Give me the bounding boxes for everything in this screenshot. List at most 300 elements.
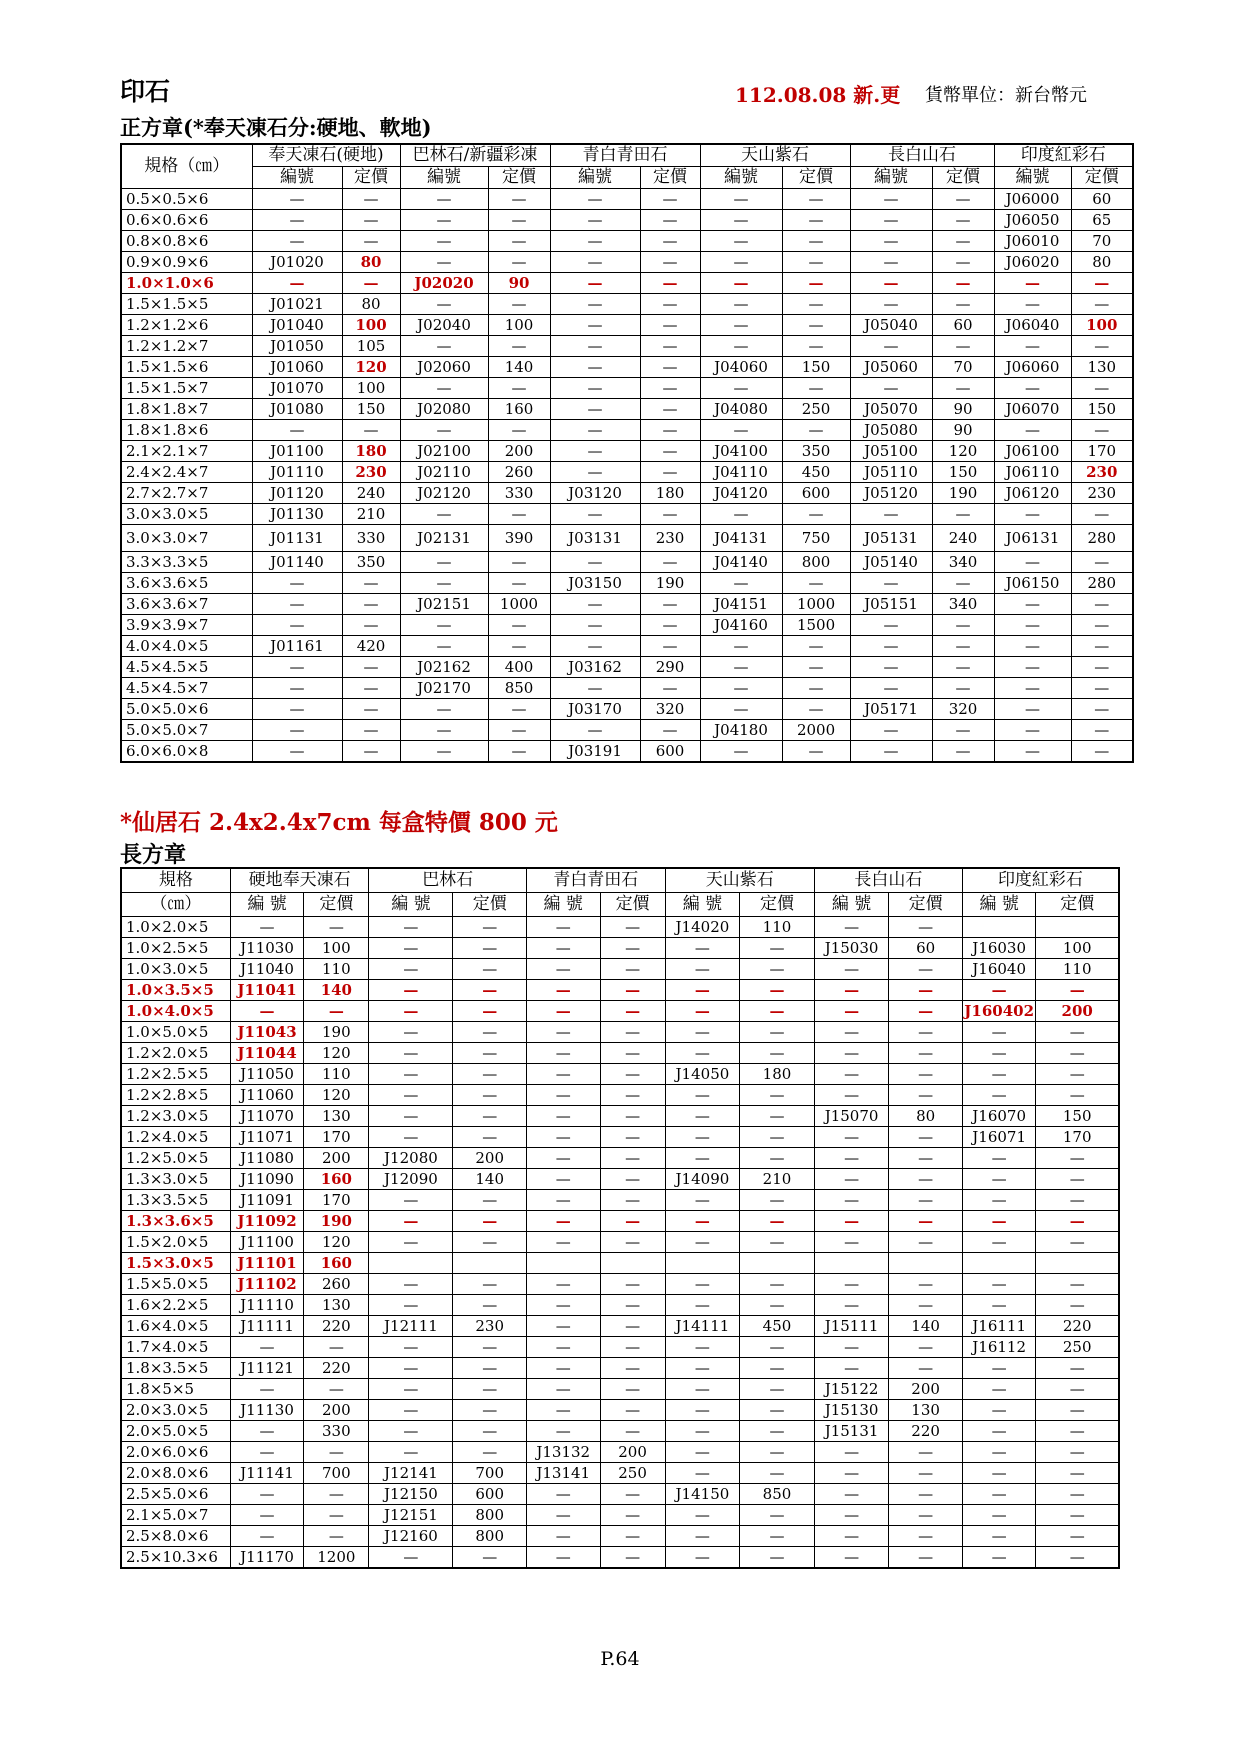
code-cell: — bbox=[814, 1526, 889, 1547]
price-cell: — bbox=[600, 1022, 665, 1043]
price-cell: — bbox=[782, 336, 850, 357]
price-cell: — bbox=[304, 1001, 369, 1022]
code-cell: — bbox=[814, 1337, 889, 1358]
price-cell: — bbox=[488, 552, 550, 573]
code-cell: J01021 bbox=[252, 294, 342, 315]
code-cell: — bbox=[665, 1127, 740, 1148]
price-cell: — bbox=[740, 1442, 815, 1463]
code-cell: J01120 bbox=[252, 483, 342, 504]
code-cell: — bbox=[526, 1526, 600, 1547]
group-header: 印度紅彩石 bbox=[994, 144, 1133, 167]
price-cell: — bbox=[600, 1127, 665, 1148]
code-cell: — bbox=[550, 189, 640, 210]
code-cell: J16112 bbox=[962, 1337, 1036, 1358]
code-cell: — bbox=[526, 1190, 600, 1211]
price-cell: — bbox=[640, 420, 700, 441]
price-cell: — bbox=[453, 1001, 527, 1022]
price-cell: — bbox=[488, 189, 550, 210]
price-cell: 280 bbox=[1071, 525, 1133, 552]
table-row bbox=[121, 1274, 1119, 1295]
code-cell: J02080 bbox=[400, 399, 488, 420]
price-cell: 140 bbox=[304, 980, 369, 1001]
update-date: 112.08.08 新.更 bbox=[735, 83, 901, 107]
code-cell: — bbox=[252, 678, 342, 699]
price-cell: — bbox=[889, 1022, 963, 1043]
code-cell: — bbox=[550, 420, 640, 441]
code-cell: — bbox=[400, 615, 488, 636]
code-cell: — bbox=[814, 1148, 889, 1169]
price-cell: 320 bbox=[640, 699, 700, 720]
code-cell: — bbox=[550, 678, 640, 699]
page-number: P.64 bbox=[600, 1648, 640, 1670]
price-cell: — bbox=[600, 1232, 665, 1253]
spec-cell: 1.3×3.6×5 bbox=[121, 1211, 230, 1232]
code-cell: — bbox=[369, 1442, 453, 1463]
price-cell: — bbox=[342, 594, 400, 615]
code-cell: J06100 bbox=[994, 441, 1071, 462]
code-cell: — bbox=[550, 636, 640, 657]
price-cell: 110 bbox=[304, 959, 369, 980]
code-cell: — bbox=[994, 741, 1071, 763]
spec-cell: 1.0×5.0×5 bbox=[121, 1022, 230, 1043]
code-cell: — bbox=[400, 741, 488, 763]
price-cell: 90 bbox=[932, 399, 994, 420]
code-cell: — bbox=[550, 462, 640, 483]
code-cell: — bbox=[230, 1484, 304, 1505]
code-cell: — bbox=[994, 657, 1071, 678]
code-cell: — bbox=[400, 231, 488, 252]
code-header: 編 號 bbox=[814, 893, 889, 917]
table-row bbox=[121, 1316, 1119, 1337]
code-cell: — bbox=[369, 1001, 453, 1022]
table-row bbox=[121, 294, 1133, 315]
code-cell: — bbox=[962, 1211, 1036, 1232]
code-cell: J04110 bbox=[700, 462, 782, 483]
code-cell: — bbox=[850, 720, 932, 741]
price-header: 定價 bbox=[640, 167, 700, 189]
code-cell: J11141 bbox=[230, 1463, 304, 1484]
code-cell: J11130 bbox=[230, 1400, 304, 1421]
code-header: 編號 bbox=[400, 167, 488, 189]
code-cell: — bbox=[252, 573, 342, 594]
code-cell: — bbox=[994, 720, 1071, 741]
code-cell: J05040 bbox=[850, 315, 932, 336]
code-cell: — bbox=[962, 1148, 1036, 1169]
price-cell: — bbox=[782, 636, 850, 657]
code-cell: — bbox=[700, 378, 782, 399]
price-cell: — bbox=[889, 1169, 963, 1190]
price-cell: — bbox=[889, 959, 963, 980]
price-cell: — bbox=[488, 231, 550, 252]
price-cell: 1500 bbox=[782, 615, 850, 636]
code-cell: — bbox=[962, 1169, 1036, 1190]
code-cell: J11043 bbox=[230, 1022, 304, 1043]
code-cell bbox=[369, 1253, 453, 1274]
price-cell: — bbox=[782, 504, 850, 525]
price-cell: — bbox=[304, 1442, 369, 1463]
spec-cell: 3.6×3.6×7 bbox=[121, 594, 252, 615]
price-cell: — bbox=[1071, 378, 1133, 399]
price-cell: 80 bbox=[889, 1106, 963, 1127]
spec-cell: 2.0×5.0×5 bbox=[121, 1421, 230, 1442]
code-cell: — bbox=[665, 1463, 740, 1484]
price-cell: 220 bbox=[304, 1358, 369, 1379]
group-header: 巴林石/新疆彩凍 bbox=[400, 144, 550, 167]
code-cell: — bbox=[526, 1169, 600, 1190]
price-cell: 140 bbox=[488, 357, 550, 378]
price-cell: 1200 bbox=[304, 1547, 369, 1569]
code-cell: J05070 bbox=[850, 399, 932, 420]
price-cell: — bbox=[1036, 1232, 1119, 1253]
price-cell: — bbox=[932, 657, 994, 678]
code-cell: — bbox=[526, 1484, 600, 1505]
price-cell: — bbox=[1036, 1358, 1119, 1379]
price-cell: 100 bbox=[1071, 315, 1133, 336]
price-cell: — bbox=[1071, 615, 1133, 636]
code-cell: — bbox=[962, 1484, 1036, 1505]
price-cell: — bbox=[488, 336, 550, 357]
price-cell: — bbox=[889, 1232, 963, 1253]
price-cell: — bbox=[932, 252, 994, 273]
price-cell: — bbox=[1036, 1190, 1119, 1211]
price-cell: — bbox=[889, 917, 963, 938]
price-cell: — bbox=[640, 336, 700, 357]
price-cell: 200 bbox=[304, 1400, 369, 1421]
price-cell: — bbox=[932, 294, 994, 315]
price-cell: — bbox=[453, 917, 527, 938]
price-cell: 220 bbox=[1036, 1316, 1119, 1337]
code-cell: — bbox=[814, 1484, 889, 1505]
price-cell: — bbox=[600, 1547, 665, 1569]
price-cell: — bbox=[1036, 1379, 1119, 1400]
price-cell: 180 bbox=[740, 1064, 815, 1085]
code-cell: J04100 bbox=[700, 441, 782, 462]
code-cell: — bbox=[252, 231, 342, 252]
table-row bbox=[121, 1337, 1119, 1358]
price-cell: 150 bbox=[1036, 1106, 1119, 1127]
code-cell: J12090 bbox=[369, 1169, 453, 1190]
code-cell bbox=[526, 1253, 600, 1274]
code-cell: — bbox=[400, 636, 488, 657]
price-cell: 450 bbox=[782, 462, 850, 483]
code-cell: — bbox=[252, 699, 342, 720]
code-cell: J11170 bbox=[230, 1547, 304, 1569]
spec-cell: 2.5×8.0×6 bbox=[121, 1526, 230, 1547]
price-header: 定價 bbox=[453, 893, 527, 917]
price-cell: 230 bbox=[453, 1316, 527, 1337]
spec-cell: 1.8×5×5 bbox=[121, 1379, 230, 1400]
price-cell: 110 bbox=[740, 917, 815, 938]
table-row bbox=[121, 1232, 1119, 1253]
price-cell: — bbox=[782, 378, 850, 399]
price-cell: 2000 bbox=[782, 720, 850, 741]
price-cell: 1000 bbox=[782, 594, 850, 615]
code-cell: — bbox=[994, 378, 1071, 399]
price-cell: — bbox=[488, 636, 550, 657]
price-cell: 60 bbox=[932, 315, 994, 336]
price-cell: — bbox=[740, 1505, 815, 1526]
code-cell: — bbox=[369, 1106, 453, 1127]
code-cell: — bbox=[962, 1085, 1036, 1106]
price-cell: — bbox=[889, 1001, 963, 1022]
code-cell: J06010 bbox=[994, 231, 1071, 252]
table-row bbox=[121, 315, 1133, 336]
price-cell: — bbox=[600, 1526, 665, 1547]
spec-cell: 1.2×1.2×6 bbox=[121, 315, 252, 336]
price-cell: — bbox=[932, 336, 994, 357]
code-cell: — bbox=[526, 1232, 600, 1253]
code-cell: — bbox=[962, 1463, 1036, 1484]
price-cell: — bbox=[1036, 1400, 1119, 1421]
price-cell: — bbox=[782, 294, 850, 315]
price-cell: 100 bbox=[488, 315, 550, 336]
code-header: 編號 bbox=[850, 167, 932, 189]
price-cell: — bbox=[740, 1211, 815, 1232]
group-header: 硬地奉天凍石 bbox=[230, 868, 369, 893]
price-cell: — bbox=[600, 917, 665, 938]
spec-cell: 2.0×8.0×6 bbox=[121, 1463, 230, 1484]
price-cell: 100 bbox=[342, 315, 400, 336]
price-cell: 200 bbox=[889, 1379, 963, 1400]
spec-cell: 3.6×3.6×5 bbox=[121, 573, 252, 594]
code-cell: — bbox=[700, 231, 782, 252]
code-cell: — bbox=[814, 1211, 889, 1232]
code-cell: — bbox=[962, 1022, 1036, 1043]
code-cell: J01110 bbox=[252, 462, 342, 483]
code-cell: J16070 bbox=[962, 1106, 1036, 1127]
price-cell: — bbox=[889, 1127, 963, 1148]
price-cell: — bbox=[453, 959, 527, 980]
code-cell: — bbox=[665, 959, 740, 980]
price-cell: — bbox=[782, 699, 850, 720]
code-cell: J15131 bbox=[814, 1421, 889, 1442]
price-cell: — bbox=[782, 678, 850, 699]
price-cell: — bbox=[342, 420, 400, 441]
price-cell: 400 bbox=[488, 657, 550, 678]
price-cell: — bbox=[932, 636, 994, 657]
currency-note: 貨幣單位：新台幣元 bbox=[925, 85, 1087, 106]
table-row bbox=[121, 1190, 1119, 1211]
price-cell: — bbox=[889, 1442, 963, 1463]
code-cell: — bbox=[550, 273, 640, 294]
code-cell: J03170 bbox=[550, 699, 640, 720]
code-cell: — bbox=[400, 252, 488, 273]
code-cell: — bbox=[850, 231, 932, 252]
price-cell: — bbox=[453, 1085, 527, 1106]
code-cell: J01100 bbox=[252, 441, 342, 462]
price-cell: — bbox=[889, 1337, 963, 1358]
code-cell: J15111 bbox=[814, 1316, 889, 1337]
price-cell: — bbox=[932, 615, 994, 636]
code-cell: — bbox=[962, 1442, 1036, 1463]
price-cell: — bbox=[889, 1547, 963, 1569]
price-cell: — bbox=[453, 1400, 527, 1421]
code-cell: — bbox=[814, 1022, 889, 1043]
code-cell: — bbox=[550, 315, 640, 336]
code-cell: — bbox=[700, 678, 782, 699]
price-cell: — bbox=[1036, 1169, 1119, 1190]
rect-seal-heading: 長方章 bbox=[120, 842, 187, 868]
price-cell: 100 bbox=[342, 378, 400, 399]
code-cell: — bbox=[700, 420, 782, 441]
code-cell: — bbox=[550, 441, 640, 462]
price-cell: 130 bbox=[304, 1106, 369, 1127]
code-cell bbox=[962, 917, 1036, 938]
price-cell: 600 bbox=[782, 483, 850, 504]
price-cell: — bbox=[640, 504, 700, 525]
code-cell: — bbox=[814, 1463, 889, 1484]
code-cell: — bbox=[550, 210, 640, 231]
price-cell: — bbox=[782, 573, 850, 594]
code-cell: J04080 bbox=[700, 399, 782, 420]
price-cell: — bbox=[740, 1127, 815, 1148]
price-cell: 150 bbox=[1071, 399, 1133, 420]
code-cell: — bbox=[814, 917, 889, 938]
code-cell: J02060 bbox=[400, 357, 488, 378]
code-cell: — bbox=[526, 1337, 600, 1358]
code-cell: — bbox=[994, 552, 1071, 573]
table-row bbox=[121, 573, 1133, 594]
code-cell: J13132 bbox=[526, 1442, 600, 1463]
price-cell: — bbox=[889, 1484, 963, 1505]
price-cell: — bbox=[932, 720, 994, 741]
table-row bbox=[121, 378, 1133, 399]
code-cell: — bbox=[665, 1001, 740, 1022]
code-cell: J04131 bbox=[700, 525, 782, 552]
price-cell: — bbox=[932, 210, 994, 231]
price-cell: 90 bbox=[488, 273, 550, 294]
table-row bbox=[121, 1295, 1119, 1316]
table-row bbox=[121, 657, 1133, 678]
price-cell: 200 bbox=[304, 1148, 369, 1169]
price-cell: 320 bbox=[932, 699, 994, 720]
price-cell: — bbox=[1036, 1295, 1119, 1316]
code-cell: — bbox=[962, 1064, 1036, 1085]
price-header: 定價 bbox=[342, 167, 400, 189]
price-cell: 190 bbox=[640, 573, 700, 594]
table-row bbox=[121, 938, 1119, 959]
code-cell: — bbox=[665, 1085, 740, 1106]
price-cell: 120 bbox=[932, 441, 994, 462]
spec-cell: 1.7×4.0×5 bbox=[121, 1337, 230, 1358]
code-cell: J05100 bbox=[850, 441, 932, 462]
price-cell: 170 bbox=[304, 1190, 369, 1211]
code-cell: — bbox=[230, 1526, 304, 1547]
price-cell: — bbox=[453, 980, 527, 1001]
group-header: 青白青田石 bbox=[550, 144, 700, 167]
price-cell: — bbox=[1036, 1463, 1119, 1484]
table-row bbox=[121, 483, 1133, 504]
price-cell: — bbox=[453, 1043, 527, 1064]
price-cell: 330 bbox=[342, 525, 400, 552]
code-cell: — bbox=[665, 938, 740, 959]
code-cell: — bbox=[665, 1274, 740, 1295]
code-cell: — bbox=[369, 1421, 453, 1442]
price-cell: 100 bbox=[304, 938, 369, 959]
price-cell: — bbox=[889, 980, 963, 1001]
code-cell: — bbox=[814, 1043, 889, 1064]
code-cell: — bbox=[814, 1127, 889, 1148]
code-cell: J11071 bbox=[230, 1127, 304, 1148]
price-cell: 800 bbox=[782, 552, 850, 573]
spec-cell: 1.2×1.2×7 bbox=[121, 336, 252, 357]
price-cell: 150 bbox=[932, 462, 994, 483]
price-cell: — bbox=[342, 189, 400, 210]
code-cell: J05131 bbox=[850, 525, 932, 552]
price-cell: — bbox=[1036, 1022, 1119, 1043]
price-cell: — bbox=[600, 938, 665, 959]
code-cell: — bbox=[526, 980, 600, 1001]
price-cell: 450 bbox=[740, 1316, 815, 1337]
price-cell: — bbox=[740, 1526, 815, 1547]
price-cell: 340 bbox=[932, 552, 994, 573]
code-cell: — bbox=[526, 959, 600, 980]
code-cell: — bbox=[400, 420, 488, 441]
table-row bbox=[121, 1526, 1119, 1547]
code-cell: J11101 bbox=[230, 1253, 304, 1274]
price-cell: — bbox=[600, 1421, 665, 1442]
code-header: 編號 bbox=[252, 167, 342, 189]
code-cell: — bbox=[369, 1400, 453, 1421]
price-cell: — bbox=[342, 273, 400, 294]
code-cell: — bbox=[814, 1064, 889, 1085]
price-header: 定價 bbox=[782, 167, 850, 189]
price-cell: — bbox=[600, 1295, 665, 1316]
code-cell: J16040 bbox=[962, 959, 1036, 980]
code-cell: — bbox=[369, 959, 453, 980]
price-cell: 140 bbox=[453, 1169, 527, 1190]
price-cell: 180 bbox=[342, 441, 400, 462]
code-header: 編 號 bbox=[369, 893, 453, 917]
price-cell: 150 bbox=[342, 399, 400, 420]
price-cell: — bbox=[889, 1526, 963, 1547]
price-cell: — bbox=[782, 657, 850, 678]
code-cell: — bbox=[526, 1085, 600, 1106]
price-cell: — bbox=[600, 1505, 665, 1526]
code-cell: — bbox=[369, 1022, 453, 1043]
code-cell: — bbox=[700, 294, 782, 315]
code-cell: — bbox=[962, 1421, 1036, 1442]
price-cell bbox=[600, 1253, 665, 1274]
code-cell: — bbox=[962, 1505, 1036, 1526]
price-cell: — bbox=[600, 1043, 665, 1064]
code-cell: J02131 bbox=[400, 525, 488, 552]
table-row bbox=[121, 917, 1119, 938]
price-cell: — bbox=[640, 294, 700, 315]
code-cell: J04160 bbox=[700, 615, 782, 636]
spec-cell: 1.5×1.5×5 bbox=[121, 294, 252, 315]
price-cell: 200 bbox=[600, 1442, 665, 1463]
group-header: 印度紅彩石 bbox=[962, 868, 1119, 893]
price-cell: 170 bbox=[304, 1127, 369, 1148]
table-row bbox=[121, 1043, 1119, 1064]
spec-cell: 0.5×0.5×6 bbox=[121, 189, 252, 210]
code-cell: J04151 bbox=[700, 594, 782, 615]
spec-cell: 1.0×4.0×5 bbox=[121, 1001, 230, 1022]
code-cell: J11111 bbox=[230, 1316, 304, 1337]
code-cell: — bbox=[962, 980, 1036, 1001]
group-header: 奉天凍石(硬地) bbox=[252, 144, 400, 167]
price-cell: — bbox=[740, 1400, 815, 1421]
price-cell: — bbox=[600, 1085, 665, 1106]
code-cell: — bbox=[526, 1358, 600, 1379]
code-cell: J11050 bbox=[230, 1064, 304, 1085]
code-cell: — bbox=[700, 189, 782, 210]
code-cell: — bbox=[252, 189, 342, 210]
code-cell: J05060 bbox=[850, 357, 932, 378]
price-cell: 110 bbox=[1036, 959, 1119, 980]
price-cell: — bbox=[304, 1505, 369, 1526]
